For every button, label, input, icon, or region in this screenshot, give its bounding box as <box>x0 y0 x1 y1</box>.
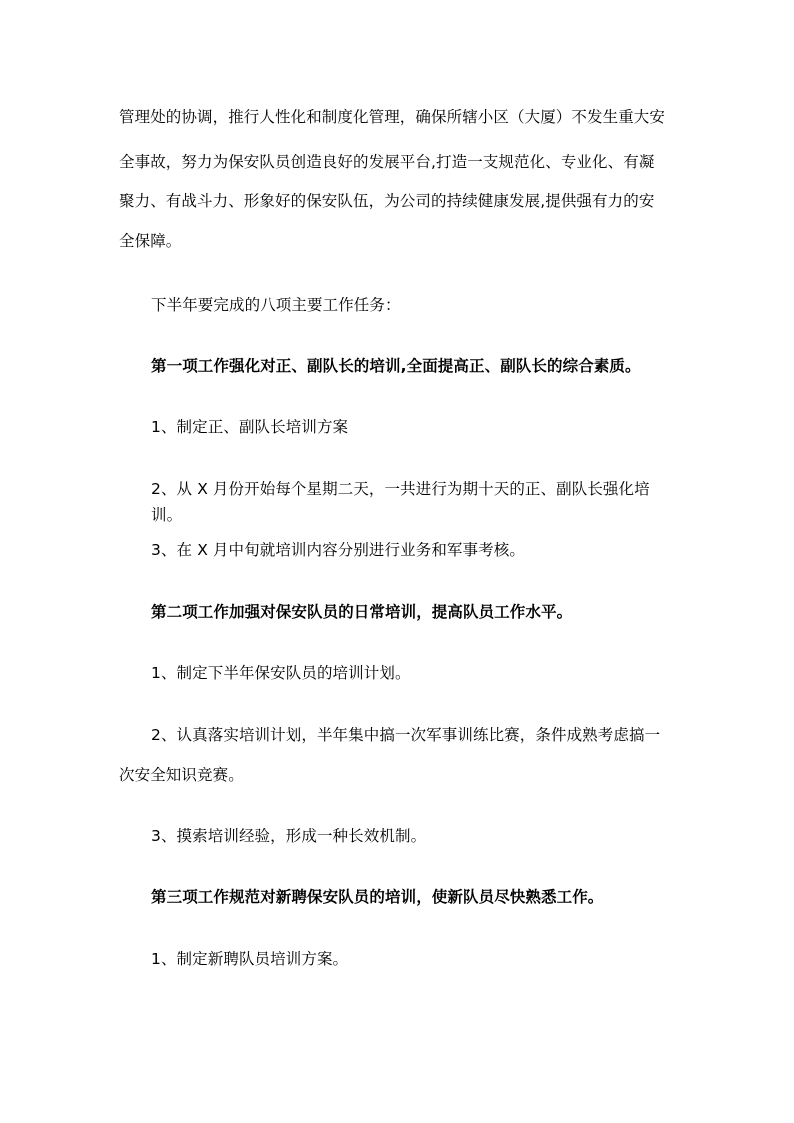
task2-item-2-cont: 次安全知识竞赛。 <box>119 766 244 784</box>
intro-line-4: 全保障。 <box>119 232 182 250</box>
task1-item-2: 2、从 X 月份开始每个星期二天，一共进行为期十天的正、副队长强化培训。 <box>151 480 650 524</box>
task2-heading: 第二项工作加强对保安队员的日常培训，提高队员工作水平。 <box>151 603 573 621</box>
task2-item-1: 1、制定下半年保安队员的培训计划。 <box>151 664 411 682</box>
task3-item-1: 1、制定新聘队员培训方案。 <box>151 950 349 968</box>
task1-item-1: 1、制定正、副队长培训方案 <box>151 418 349 436</box>
intro-line-1: 管理处的协调，推行人性化和制度化管理，确保所辖小区（大厦）不发生重大安 <box>119 108 666 126</box>
task2-item-3: 3、摸索培训经验，形成一种长效机制。 <box>151 827 427 845</box>
intro-line-2: 全事故，努力为保安队员创造良好的发展平台,打造一支规范化、专业化、有凝 <box>119 153 655 171</box>
intro-line-3: 聚力、有战斗力、形象好的保安队伍，为公司的持续健康发展,提供强有力的安 <box>119 192 655 210</box>
tasks-intro: 下半年要完成的八项主要工作任务： <box>151 296 401 314</box>
task3-heading: 第三项工作规范对新聘保安队员的培训，使新队员尽快熟悉工作。 <box>151 888 604 906</box>
task1-item-3: 3、在 X 月中旬就培训内容分别进行业务和军事考核。 <box>151 541 525 559</box>
task2-item-2: 2、认真落实培训计划，半年集中搞一次军事训练比赛，条件成熟考虑搞一 <box>151 726 661 744</box>
task1-heading: 第一项工作强化对正、副队长的培训,全面提高正、副队长的综合素质。 <box>151 357 641 375</box>
